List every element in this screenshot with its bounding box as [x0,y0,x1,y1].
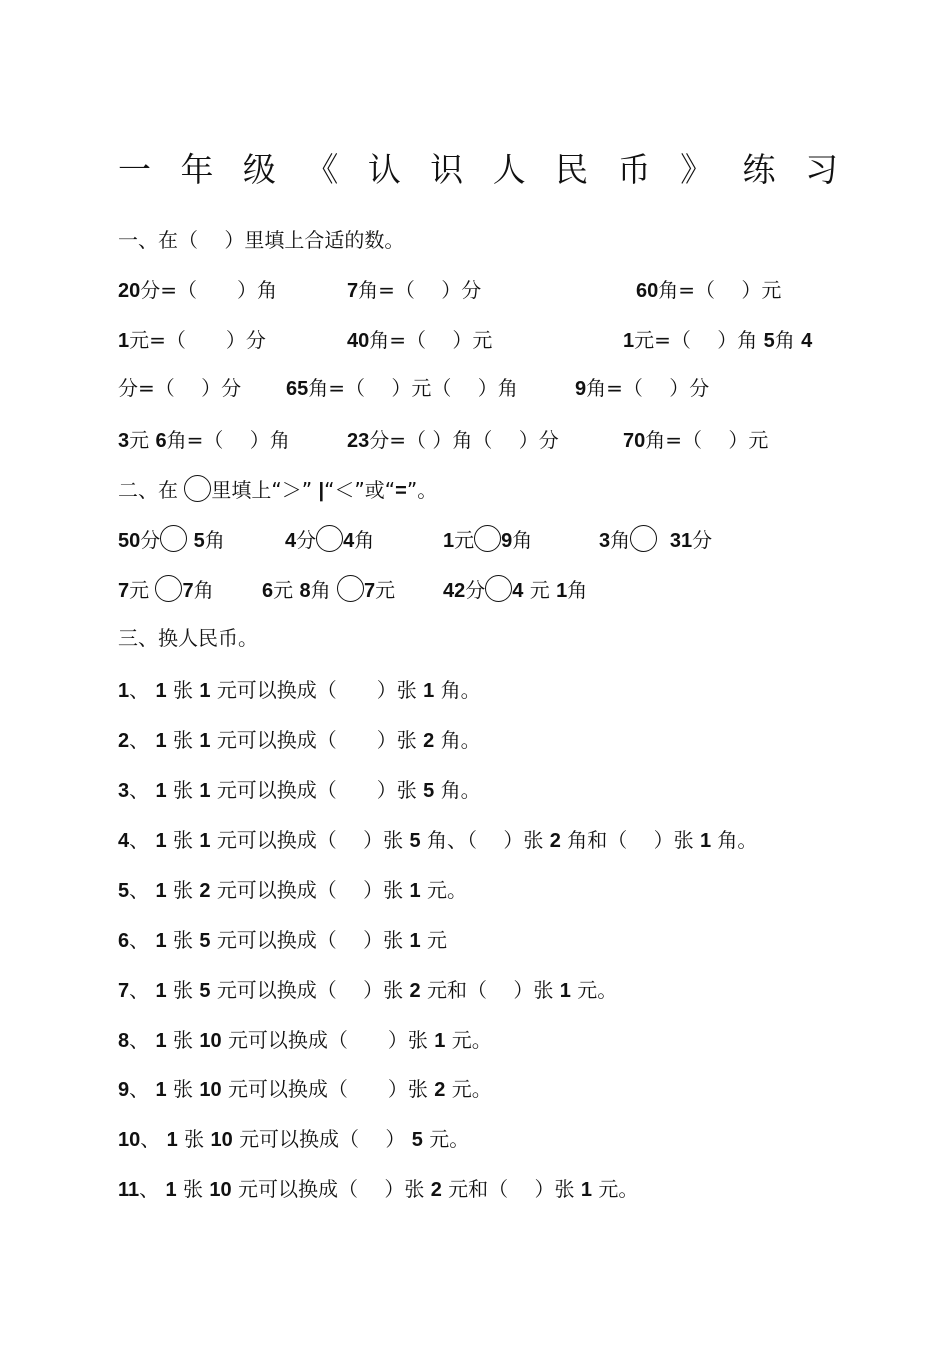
exchange-item: 5、 1 张 2 元可以换成（ ）张 1 元。 [118,878,468,902]
question-item: 9角=（ ）分 [575,376,710,400]
question-item: 1元=（ ）分 [118,328,266,352]
exchange-item: 3、 1 张 1 元可以换成（ ）张 5 角。 [118,778,481,802]
title-char: 年 [180,150,214,189]
question-item: 7角=（ ）分 [347,278,482,302]
answer-circle[interactable] [630,525,657,552]
question-item: 1元=（ ）角 5角 4 [623,328,813,352]
compare-item: 4分 4角 [285,526,374,555]
answer-circle[interactable] [316,525,343,552]
title-char: 《 [305,150,339,189]
exchange-item: 11、 1 张 10 元可以换成（ ）张 2 元和（ ）张 1 元。 [118,1177,639,1201]
title-char: 认 [367,150,401,189]
exchange-item: 9、 1 张 10 元可以换成（ ）张 2 元。 [118,1077,492,1101]
question-item: 23分=（ ）角（ ）分 [347,428,559,452]
title-char: 》 [680,150,714,189]
compare-item: 50分 5角 [118,526,225,555]
answer-circle[interactable] [485,575,512,602]
exchange-item: 2、 1 张 1 元可以换成（ ）张 2 角。 [118,728,481,752]
question-item: 65角=（ ）元（ ）角 [286,376,518,400]
exchange-item: 8、 1 张 10 元可以换成（ ）张 1 元。 [118,1028,492,1052]
exchange-item: 1、 1 张 1 元可以换成（ ）张 1 角。 [118,678,481,702]
compare-item: 6元 8角 7元 [262,576,395,605]
question-item: 70角=（ ）元 [623,428,769,452]
compare-item: 1元 9角 [443,526,532,555]
title-char: 民 [555,150,589,189]
question-item: 40角=（ ）元 [347,328,493,352]
question-item: 3元 6角=（ ）角 [118,428,290,452]
answer-circle[interactable] [160,525,187,552]
exchange-item: 4、 1 张 1 元可以换成（ ）张 5 角、（ ）张 2 角和（ ）张 1 角。 [118,828,758,852]
section3-heading: 三、换人民币。 [118,626,258,650]
exchange-item: 7、 1 张 5 元可以换成（ ）张 2 元和（ ）张 1 元。 [118,978,618,1002]
title-char: 人 [492,150,526,189]
question-item: 60角=（ ）元 [636,278,782,302]
title-char: 级 [242,150,276,189]
answer-circle[interactable] [155,575,182,602]
title-char: 习 [804,150,838,189]
exchange-item: 10、 1 张 10 元可以换成（ ） 5 元。 [118,1127,470,1151]
question-item: 20分=（ ）角 [118,278,278,302]
answer-circle[interactable] [474,525,501,552]
title-char: 一 [118,150,151,189]
answer-circle[interactable] [337,575,364,602]
compare-circle-icon [184,475,211,502]
exchange-item: 6、 1 张 5 元可以换成（ ）张 1 元 [118,928,448,952]
section1-heading: 一、在（ ）里填上合适的数。 [118,228,405,252]
question-item: 分=（ ）分 [118,376,242,400]
compare-item: 42分 4 元 1角 [443,576,587,605]
compare-item: 3角 31分 [599,526,712,555]
title-char: 币 [617,150,651,189]
page-title [118,148,838,192]
title-char: 练 [742,150,776,189]
section2-heading: 二、在 里填上“＞” |“＜”或“=”。 [118,476,437,505]
title-char: 识 [430,150,464,189]
compare-item: 7元 7角 [118,576,214,605]
